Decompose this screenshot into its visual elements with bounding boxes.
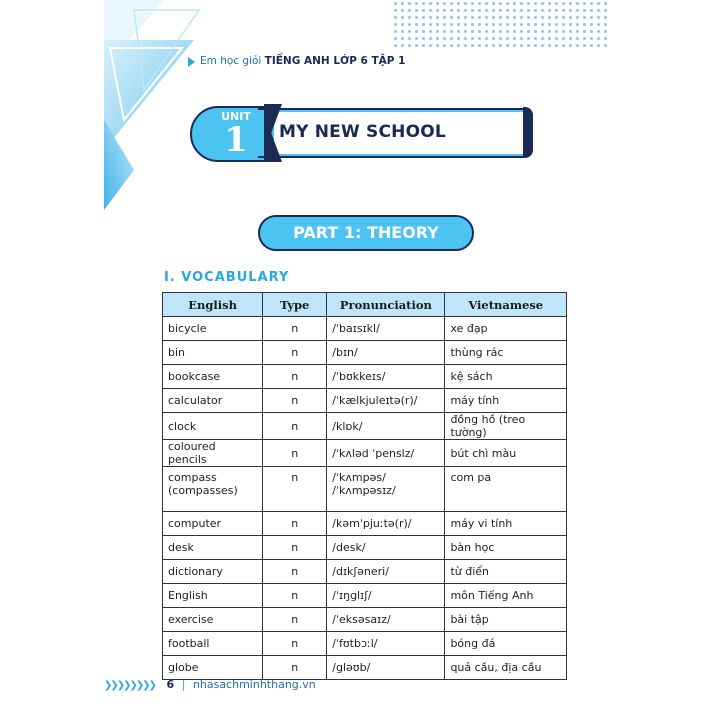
table-row bbox=[163, 467, 567, 512]
table-body bbox=[163, 317, 567, 680]
cell-english: clock bbox=[163, 413, 263, 440]
cell-english: globe bbox=[163, 656, 263, 680]
cell-type: n bbox=[263, 440, 327, 467]
cell-pronunciation: /ˈeksəsaɪz/ bbox=[327, 608, 445, 632]
cell-vietnamese: bài tập bbox=[445, 608, 567, 632]
cell-pronunciation: /ˈkælkjuleɪtə(r)/ bbox=[327, 389, 445, 413]
cell-english: bicycle bbox=[163, 317, 263, 341]
cell-vietnamese: môn Tiếng Anh bbox=[445, 584, 567, 608]
cell-type: n bbox=[263, 512, 327, 536]
table-row bbox=[163, 560, 567, 584]
part-heading bbox=[258, 215, 474, 251]
footer-separator: | bbox=[181, 678, 186, 691]
cell-type: n bbox=[263, 413, 327, 440]
cell-english: coloured pencils bbox=[163, 440, 263, 467]
unit-number: 1 bbox=[224, 120, 248, 160]
unit-title: MY NEW SCHOOL bbox=[279, 122, 446, 142]
cell-pronunciation: /dɪkʃəneri/ bbox=[327, 560, 445, 584]
cell-english: compass (compasses) bbox=[163, 467, 263, 512]
table-row bbox=[163, 389, 567, 413]
table-row bbox=[163, 365, 567, 389]
book-header bbox=[200, 55, 405, 67]
cell-type: n bbox=[263, 560, 327, 584]
cell-type: n bbox=[263, 317, 327, 341]
table-header-row bbox=[163, 293, 567, 317]
cell-type: n bbox=[263, 584, 327, 608]
column-header-vietnamese: Vietnamese bbox=[445, 293, 567, 317]
cell-vietnamese: bàn học bbox=[445, 536, 567, 560]
cell-english: bin bbox=[163, 341, 263, 365]
series-name: Em học giỏi bbox=[200, 55, 262, 67]
corner-triangle-decoration bbox=[104, 0, 214, 210]
header-arrow-icon bbox=[188, 57, 195, 67]
part-title: PART 1: THEORY bbox=[293, 223, 439, 242]
cell-pronunciation: /bɪn/ bbox=[327, 341, 445, 365]
cell-type: n bbox=[263, 608, 327, 632]
table-row bbox=[163, 656, 567, 680]
table-row bbox=[163, 512, 567, 536]
book-title: TIẾNG ANH LỚP 6 TẬP 1 bbox=[264, 55, 406, 67]
cell-english: football bbox=[163, 632, 263, 656]
column-header-type: Type bbox=[263, 293, 327, 317]
table-row bbox=[163, 608, 567, 632]
table-row bbox=[163, 632, 567, 656]
cell-vietnamese: máy vi tính bbox=[445, 512, 567, 536]
cell-english: bookcase bbox=[163, 365, 263, 389]
cell-pronunciation: /ˈfʊtbɔːl/ bbox=[327, 632, 445, 656]
cell-vietnamese: đồng hồ (treo tường) bbox=[445, 413, 567, 440]
cell-pronunciation: /ˈkʌmpəs/ /ˈkʌmpəsɪz/ bbox=[327, 467, 445, 512]
cell-vietnamese: bóng đá bbox=[445, 632, 567, 656]
cell-type: n bbox=[263, 632, 327, 656]
cell-pronunciation: /kəmˈpjuːtə(r)/ bbox=[327, 512, 445, 536]
cell-type: n bbox=[263, 341, 327, 365]
chevrons-icon: ❯❯❯❯❯❯❯❯ bbox=[104, 680, 156, 691]
cell-pronunciation: /gləʊb/ bbox=[327, 656, 445, 680]
cell-type: n bbox=[263, 467, 327, 512]
cell-type: n bbox=[263, 389, 327, 413]
cell-vietnamese: máy tính bbox=[445, 389, 567, 413]
column-header-english: English bbox=[163, 293, 263, 317]
book-page bbox=[104, 0, 608, 726]
cell-english: English bbox=[163, 584, 263, 608]
cell-vietnamese: com pa bbox=[445, 467, 567, 512]
cell-vietnamese: từ điển bbox=[445, 560, 567, 584]
cell-pronunciation: /ˈɪŋglɪʃ/ bbox=[327, 584, 445, 608]
cell-vietnamese: quả cầu, địa cầu bbox=[445, 656, 567, 680]
cell-english: exercise bbox=[163, 608, 263, 632]
page-number: 6 bbox=[166, 678, 175, 691]
table-row bbox=[163, 440, 567, 467]
cell-english: calculator bbox=[163, 389, 263, 413]
cell-type: n bbox=[263, 536, 327, 560]
cell-english: desk bbox=[163, 536, 263, 560]
section-heading: I. VOCABULARY bbox=[164, 270, 290, 285]
table-row bbox=[163, 584, 567, 608]
dot-pattern-decoration bbox=[392, 0, 608, 48]
cell-pronunciation: /desk/ bbox=[327, 536, 445, 560]
cell-vietnamese: bút chì màu bbox=[445, 440, 567, 467]
vocabulary-table bbox=[162, 292, 567, 680]
cell-pronunciation: /klɒk/ bbox=[327, 413, 445, 440]
cell-vietnamese: thùng rác bbox=[445, 341, 567, 365]
table-row bbox=[163, 413, 567, 440]
table-row bbox=[163, 536, 567, 560]
cell-english: computer bbox=[163, 512, 263, 536]
cell-english: dictionary bbox=[163, 560, 263, 584]
cell-vietnamese: xe đạp bbox=[445, 317, 567, 341]
cell-type: n bbox=[263, 656, 327, 680]
column-header-pronunciation: Pronunciation bbox=[327, 293, 445, 317]
cell-pronunciation: /ˈbʊkkeɪs/ bbox=[327, 365, 445, 389]
publisher-website: nhasachminhthang.vn bbox=[192, 678, 316, 691]
cell-type: n bbox=[263, 365, 327, 389]
cell-vietnamese: kệ sách bbox=[445, 365, 567, 389]
table-row bbox=[163, 341, 567, 365]
unit-endcap-decoration bbox=[523, 107, 533, 158]
cell-pronunciation: /ˈkʌləd ˈpenslz/ bbox=[327, 440, 445, 467]
unit-label: UNIT bbox=[221, 110, 251, 123]
cell-pronunciation: /ˈbaɪsɪkl/ bbox=[327, 317, 445, 341]
page-footer bbox=[104, 678, 316, 691]
table-row bbox=[163, 317, 567, 341]
